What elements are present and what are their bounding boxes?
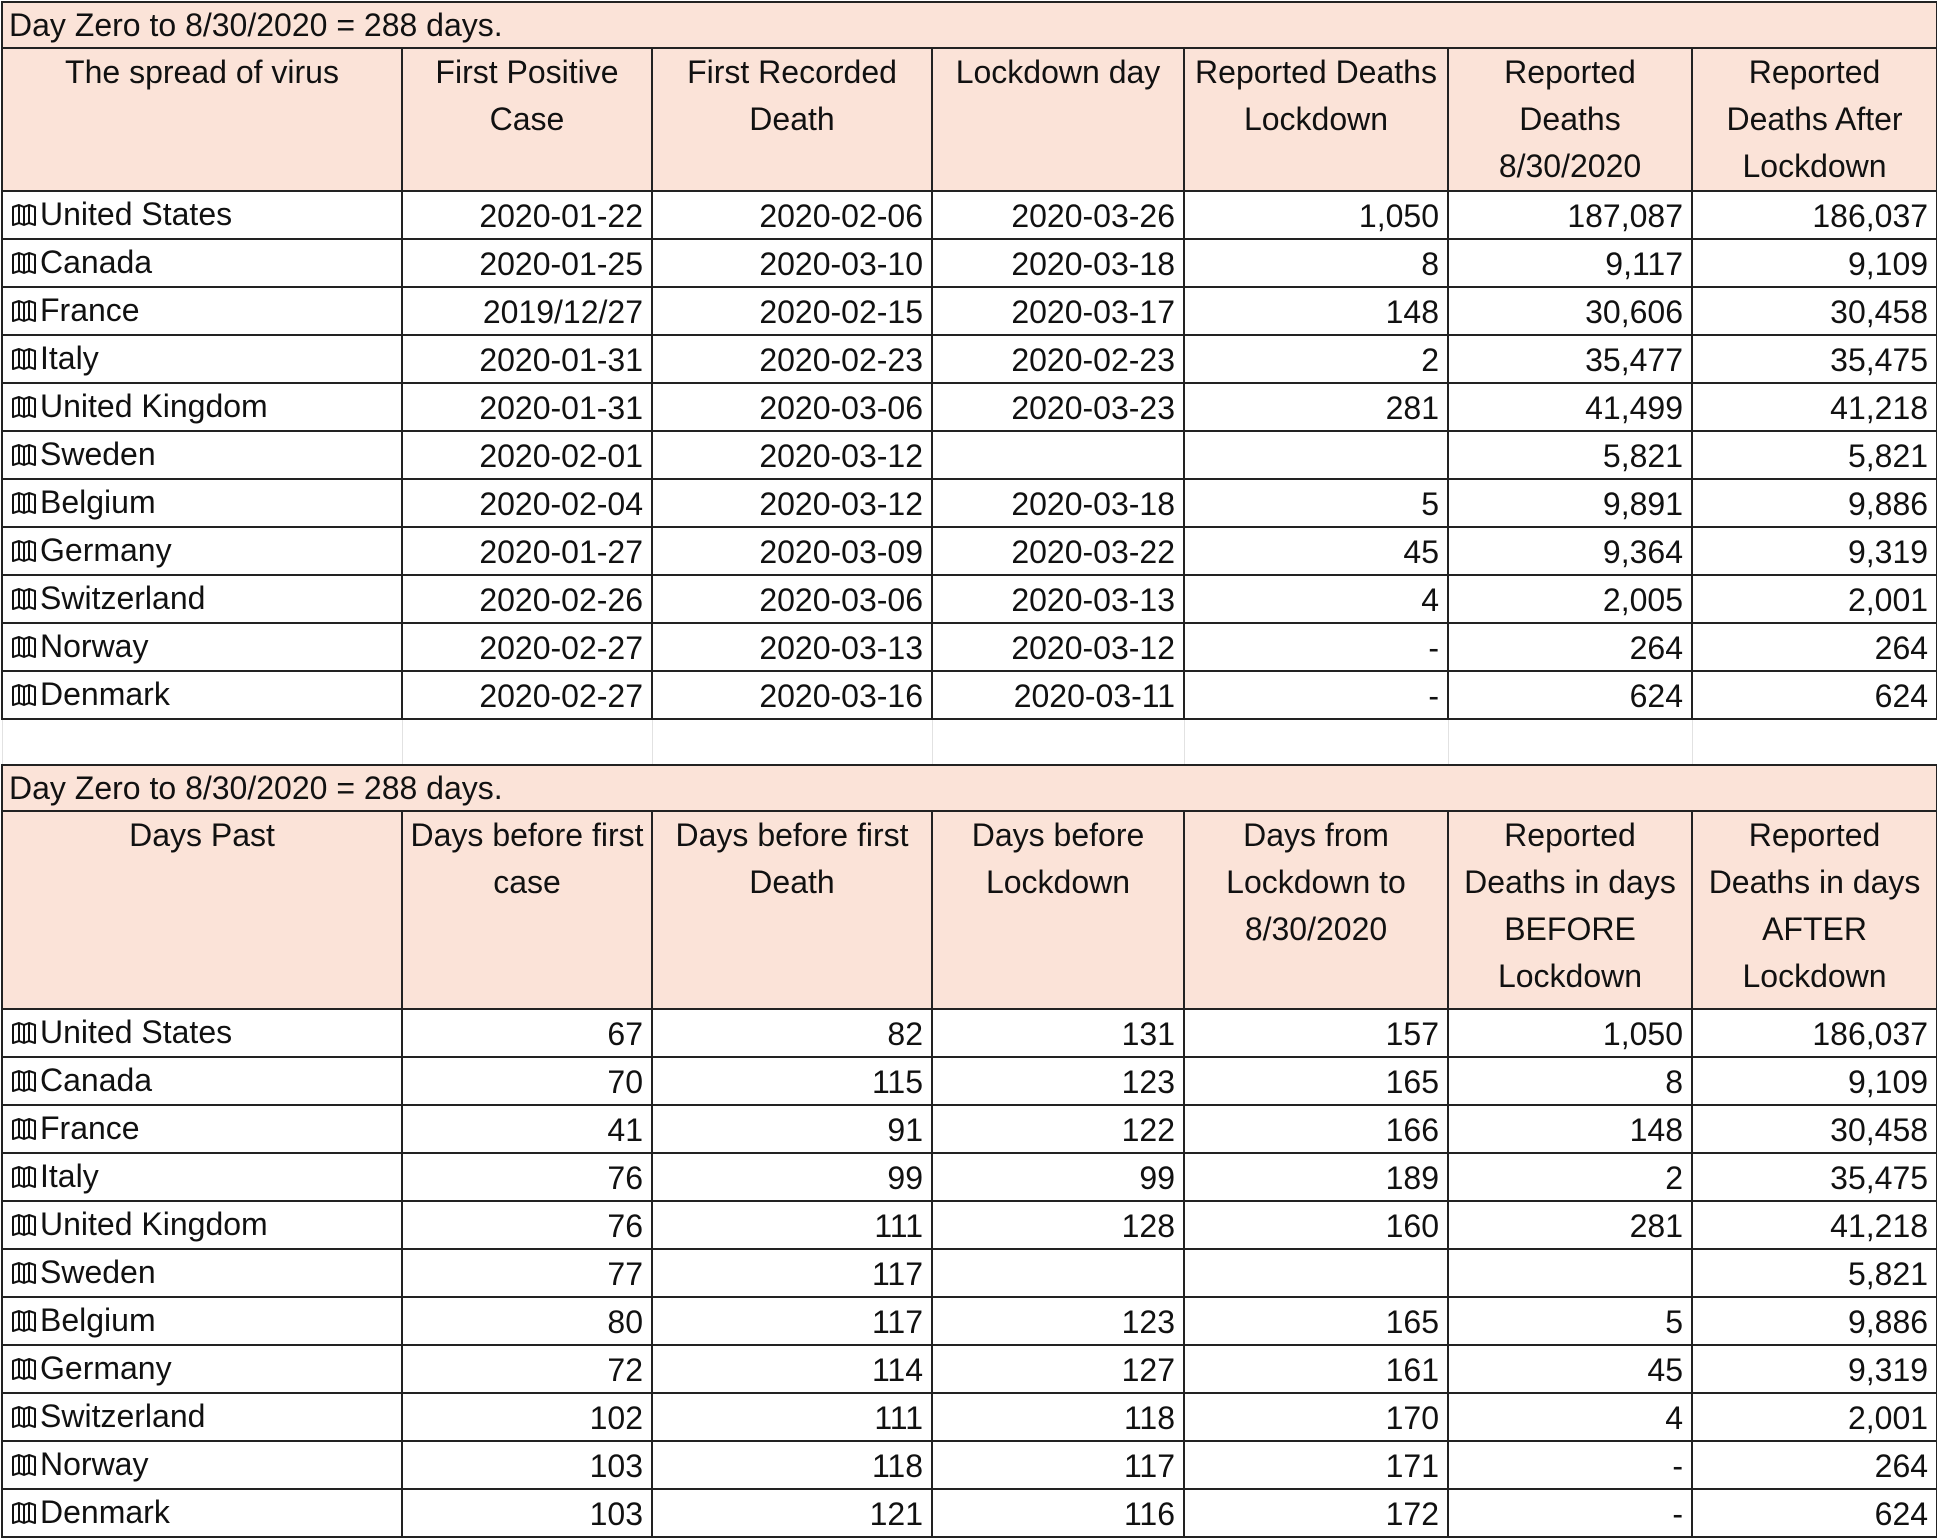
value-cell[interactable]: 99 (932, 1153, 1184, 1201)
value-cell[interactable]: 2020-03-13 (652, 623, 932, 671)
section1-table-row (2, 287, 1937, 335)
value-cell[interactable]: 118 (932, 1393, 1184, 1441)
value-cell[interactable]: 2020-03-06 (652, 575, 932, 623)
country-name: United Kingdom (40, 1206, 268, 1242)
value-cell[interactable]: 2020-02-15 (652, 287, 932, 335)
country-cell[interactable] (2, 1249, 402, 1297)
section1-table-row (2, 479, 1937, 527)
value-cell[interactable]: 2020-01-22 (402, 191, 652, 239)
value-cell[interactable]: 2020-02-04 (402, 479, 652, 527)
value-cell[interactable]: 9,319 (1692, 527, 1937, 575)
value-cell[interactable]: 2020-03-12 (652, 431, 932, 479)
country-name: Belgium (40, 484, 156, 520)
value-cell[interactable] (932, 1249, 1184, 1297)
section1-table-row (2, 191, 1937, 239)
country-cell[interactable] (2, 1105, 402, 1153)
value-cell[interactable]: 76 (402, 1153, 652, 1201)
value-cell[interactable]: 2020-03-09 (652, 527, 932, 575)
map-icon[interactable] (11, 674, 37, 718)
section1-header-cell[interactable]: Reported Deaths Lockdown (1184, 48, 1448, 191)
country-cell[interactable] (2, 575, 402, 623)
value-cell[interactable]: 2020-03-17 (932, 287, 1184, 335)
map-icon[interactable] (11, 242, 37, 286)
value-cell[interactable]: 45 (1448, 1345, 1692, 1393)
map-icon[interactable] (11, 1204, 37, 1248)
empty-cell[interactable] (402, 719, 652, 765)
country-cell[interactable] (2, 1489, 402, 1537)
value-cell[interactable]: 1,050 (1184, 191, 1448, 239)
empty-cell[interactable] (2, 719, 402, 765)
empty-cell[interactable] (652, 719, 932, 765)
value-cell[interactable]: 148 (1184, 287, 1448, 335)
section1-table-row (2, 575, 1937, 623)
value-cell[interactable]: 116 (932, 1489, 1184, 1537)
value-cell[interactable]: 2020-03-18 (932, 479, 1184, 527)
value-cell[interactable]: 35,475 (1692, 1153, 1937, 1201)
value-cell[interactable]: 72 (402, 1345, 652, 1393)
value-cell[interactable]: 2019/12/27 (402, 287, 652, 335)
value-cell[interactable]: 80 (402, 1297, 652, 1345)
value-cell[interactable]: 122 (932, 1105, 1184, 1153)
section1-table-row (2, 383, 1937, 431)
value-cell[interactable]: 117 (652, 1249, 932, 1297)
map-icon[interactable] (11, 1156, 37, 1200)
value-cell[interactable]: 2020-01-25 (402, 239, 652, 287)
map-icon[interactable] (11, 1012, 37, 1056)
value-cell[interactable]: 187,087 (1448, 191, 1692, 239)
value-cell[interactable]: 2020-03-12 (652, 479, 932, 527)
country-name: Italy (40, 1158, 99, 1194)
value-cell[interactable]: 5 (1184, 479, 1448, 527)
section1-header-cell[interactable]: First Recorded Death (652, 48, 932, 191)
map-icon[interactable] (11, 1444, 37, 1488)
value-cell[interactable]: 5,821 (1692, 431, 1937, 479)
value-cell[interactable] (1448, 1249, 1692, 1297)
value-cell[interactable]: 2020-03-18 (932, 239, 1184, 287)
empty-cell[interactable] (1184, 719, 1448, 765)
country-name: France (40, 1110, 140, 1146)
section2-table-row (2, 1201, 1937, 1249)
value-cell[interactable]: 2020-03-23 (932, 383, 1184, 431)
section2-table-row (2, 1057, 1937, 1105)
country-cell[interactable] (2, 623, 402, 671)
value-cell[interactable]: 35,477 (1448, 335, 1692, 383)
country-name: United States (40, 1014, 233, 1050)
map-icon[interactable] (11, 1348, 37, 1392)
value-cell[interactable]: 111 (652, 1201, 932, 1249)
section2-header-row (2, 811, 1937, 1009)
country-name: Denmark (40, 676, 170, 712)
map-icon[interactable] (11, 1396, 37, 1440)
value-cell[interactable]: 166 (1184, 1105, 1448, 1153)
country-name: France (40, 292, 140, 328)
value-cell[interactable]: 67 (402, 1009, 652, 1057)
value-cell[interactable]: 9,364 (1448, 527, 1692, 575)
map-icon[interactable] (11, 1060, 37, 1104)
section1-header-row (2, 48, 1937, 191)
section2-table-row (2, 1153, 1937, 1201)
value-cell[interactable]: 2020-01-27 (402, 527, 652, 575)
value-cell[interactable]: 2020-03-06 (652, 383, 932, 431)
value-cell[interactable]: 2020-03-26 (932, 191, 1184, 239)
value-cell[interactable]: 2020-03-11 (932, 671, 1184, 719)
value-cell[interactable]: 82 (652, 1009, 932, 1057)
value-cell[interactable]: 264 (1692, 1441, 1937, 1489)
value-cell[interactable]: 4 (1184, 575, 1448, 623)
country-name: Canada (40, 244, 153, 280)
value-cell[interactable]: 2 (1184, 335, 1448, 383)
country-cell[interactable] (2, 1009, 402, 1057)
map-icon[interactable] (11, 530, 37, 574)
section1-header-cell[interactable]: Reported Deaths 8/30/2020 (1448, 48, 1692, 191)
section1-table-row (2, 527, 1937, 575)
country-cell[interactable] (2, 287, 402, 335)
map-icon[interactable] (11, 338, 37, 382)
value-cell[interactable]: 41,218 (1692, 383, 1937, 431)
map-icon[interactable] (11, 1252, 37, 1296)
country-name: Norway (40, 628, 149, 664)
value-cell[interactable]: 111 (652, 1393, 932, 1441)
value-cell[interactable] (1184, 1249, 1448, 1297)
country-name: Denmark (40, 1494, 170, 1530)
value-cell[interactable]: 2020-02-23 (652, 335, 932, 383)
section1-header-cell[interactable]: First Positive Case (402, 48, 652, 191)
value-cell[interactable]: 624 (1692, 671, 1937, 719)
value-cell[interactable]: 9,886 (1692, 1297, 1937, 1345)
value-cell[interactable]: 2,005 (1448, 575, 1692, 623)
value-cell[interactable]: 9,319 (1692, 1345, 1937, 1393)
value-cell[interactable]: 5,821 (1448, 431, 1692, 479)
value-cell[interactable]: 2020-02-27 (402, 671, 652, 719)
country-name: Switzerland (40, 580, 206, 616)
section1-header-cell[interactable]: Reported Deaths After Lockdown (1692, 48, 1937, 191)
section1-header-cell[interactable]: Lockdown day (932, 48, 1184, 191)
section2-table-row (2, 1345, 1937, 1393)
value-cell[interactable] (932, 431, 1184, 479)
section1-caption-row (2, 2, 1937, 48)
value-cell[interactable]: 2,001 (1692, 1393, 1937, 1441)
map-icon[interactable] (11, 434, 37, 478)
value-cell[interactable]: 45 (1184, 527, 1448, 575)
country-cell[interactable] (2, 1201, 402, 1249)
value-cell[interactable]: 172 (1184, 1489, 1448, 1537)
value-cell[interactable]: 2020-02-06 (652, 191, 932, 239)
value-cell[interactable]: 9,891 (1448, 479, 1692, 527)
section2-header-cell[interactable]: Days from Lockdown to 8/30/2020 (1184, 811, 1448, 1009)
empty-cell[interactable] (1692, 719, 1937, 765)
section2-caption-row (2, 765, 1937, 811)
map-icon[interactable] (11, 194, 37, 238)
value-cell[interactable]: 77 (402, 1249, 652, 1297)
section1-table-row (2, 335, 1937, 383)
value-cell[interactable]: 103 (402, 1441, 652, 1489)
value-cell[interactable]: 117 (932, 1441, 1184, 1489)
country-cell[interactable] (2, 239, 402, 287)
value-cell[interactable]: 118 (652, 1441, 932, 1489)
section1-caption[interactable]: Day Zero to 8/30/2020 = 288 days. (2, 2, 1937, 48)
value-cell[interactable]: 70 (402, 1057, 652, 1105)
section2-header-cell[interactable]: Reported Deaths in days BEFORE Lockdown (1448, 811, 1692, 1009)
value-cell[interactable]: 189 (1184, 1153, 1448, 1201)
map-icon[interactable] (11, 1300, 37, 1344)
value-cell[interactable]: 99 (652, 1153, 932, 1201)
value-cell[interactable]: 2020-01-31 (402, 335, 652, 383)
section2-header-cell[interactable]: Days Past (2, 811, 402, 1009)
value-cell[interactable]: 5 (1448, 1297, 1692, 1345)
value-cell[interactable]: 157 (1184, 1009, 1448, 1057)
value-cell[interactable]: 2 (1448, 1153, 1692, 1201)
map-icon[interactable] (11, 578, 37, 622)
section2-table-row (2, 1105, 1937, 1153)
value-cell[interactable]: 186,037 (1692, 191, 1937, 239)
section2-table-row (2, 1441, 1937, 1489)
map-icon[interactable] (11, 1492, 37, 1536)
value-cell[interactable]: 281 (1448, 1201, 1692, 1249)
country-cell[interactable] (2, 335, 402, 383)
value-cell[interactable]: 30,458 (1692, 287, 1937, 335)
value-cell[interactable]: 41,218 (1692, 1201, 1937, 1249)
section2-caption[interactable]: Day Zero to 8/30/2020 = 288 days. (2, 765, 1937, 811)
value-cell[interactable]: 161 (1184, 1345, 1448, 1393)
value-cell[interactable]: 127 (932, 1345, 1184, 1393)
value-cell[interactable]: 1,050 (1448, 1009, 1692, 1057)
value-cell[interactable]: 9,109 (1692, 1057, 1937, 1105)
value-cell[interactable]: 115 (652, 1057, 932, 1105)
country-name: United Kingdom (40, 388, 268, 424)
value-cell[interactable]: 30,606 (1448, 287, 1692, 335)
country-name: Sweden (40, 436, 156, 472)
map-icon[interactable] (11, 1108, 37, 1152)
value-cell[interactable]: 30,458 (1692, 1105, 1937, 1153)
country-name: Belgium (40, 1302, 156, 1338)
value-cell[interactable]: 9,109 (1692, 239, 1937, 287)
country-cell[interactable] (2, 1153, 402, 1201)
value-cell[interactable]: 9,886 (1692, 479, 1937, 527)
section2-table-row (2, 1393, 1937, 1441)
empty-cell[interactable] (932, 719, 1184, 765)
value-cell[interactable]: 121 (652, 1489, 932, 1537)
value-cell[interactable]: 123 (932, 1057, 1184, 1105)
country-cell[interactable] (2, 1393, 402, 1441)
country-name: Switzerland (40, 1398, 206, 1434)
value-cell[interactable]: - (1184, 623, 1448, 671)
value-cell[interactable]: 148 (1448, 1105, 1692, 1153)
value-cell[interactable]: 165 (1184, 1057, 1448, 1105)
value-cell[interactable]: 2020-03-16 (652, 671, 932, 719)
country-cell[interactable] (2, 1297, 402, 1345)
country-cell[interactable] (2, 1057, 402, 1105)
section2-table-row (2, 1489, 1937, 1537)
value-cell[interactable]: 8 (1184, 239, 1448, 287)
value-cell[interactable]: 281 (1184, 383, 1448, 431)
value-cell[interactable]: 2,001 (1692, 575, 1937, 623)
value-cell[interactable]: 170 (1184, 1393, 1448, 1441)
section1-table-row (2, 431, 1937, 479)
country-cell[interactable] (2, 527, 402, 575)
value-cell[interactable]: 9,117 (1448, 239, 1692, 287)
value-cell[interactable]: 160 (1184, 1201, 1448, 1249)
section1-table-row (2, 671, 1937, 719)
section2-header-cell[interactable]: Days before first Death (652, 811, 932, 1009)
country-cell[interactable] (2, 431, 402, 479)
country-cell[interactable] (2, 671, 402, 719)
country-cell[interactable] (2, 383, 402, 431)
value-cell[interactable]: 2020-02-01 (402, 431, 652, 479)
country-name: Germany (40, 1350, 172, 1386)
section1-header-cell[interactable]: The spread of virus (2, 48, 402, 191)
value-cell[interactable]: 114 (652, 1345, 932, 1393)
section1-table-row (2, 239, 1937, 287)
value-cell[interactable]: 186,037 (1692, 1009, 1937, 1057)
value-cell[interactable]: - (1448, 1489, 1692, 1537)
map-icon[interactable] (11, 386, 37, 430)
value-cell[interactable]: 2020-03-10 (652, 239, 932, 287)
value-cell[interactable]: 2020-01-31 (402, 383, 652, 431)
country-cell[interactable] (2, 191, 402, 239)
country-name: Germany (40, 532, 172, 568)
section2-header-cell[interactable]: Reported Deaths in days AFTER Lockdown (1692, 811, 1937, 1009)
value-cell[interactable]: 123 (932, 1297, 1184, 1345)
value-cell[interactable]: 2020-02-27 (402, 623, 652, 671)
value-cell[interactable]: - (1184, 671, 1448, 719)
section2-table-row (2, 1297, 1937, 1345)
value-cell[interactable] (1184, 431, 1448, 479)
empty-cell[interactable] (1448, 719, 1692, 765)
value-cell[interactable]: 91 (652, 1105, 932, 1153)
country-name: Italy (40, 340, 99, 376)
value-cell[interactable]: 2020-03-12 (932, 623, 1184, 671)
value-cell[interactable]: 35,475 (1692, 335, 1937, 383)
section1-table-row (2, 623, 1937, 671)
country-name: United States (40, 196, 233, 232)
country-name: Sweden (40, 1254, 156, 1290)
value-cell[interactable]: 41 (402, 1105, 652, 1153)
value-cell[interactable]: 4 (1448, 1393, 1692, 1441)
value-cell[interactable]: 2020-02-26 (402, 575, 652, 623)
value-cell[interactable]: 2020-02-23 (932, 335, 1184, 383)
value-cell[interactable]: - (1448, 1441, 1692, 1489)
value-cell[interactable]: 103 (402, 1489, 652, 1537)
section2-table-row (2, 1249, 1937, 1297)
section2-header-cell[interactable]: Days before first case (402, 811, 652, 1009)
value-cell[interactable]: 165 (1184, 1297, 1448, 1345)
value-cell[interactable]: 117 (652, 1297, 932, 1345)
value-cell[interactable]: 2020-03-13 (932, 575, 1184, 623)
country-cell[interactable] (2, 1441, 402, 1489)
map-icon[interactable] (11, 482, 37, 526)
value-cell[interactable]: 76 (402, 1201, 652, 1249)
map-icon[interactable] (11, 626, 37, 670)
value-cell[interactable]: 128 (932, 1201, 1184, 1249)
value-cell[interactable]: 8 (1448, 1057, 1692, 1105)
value-cell[interactable]: 41,499 (1448, 383, 1692, 431)
section2-table-row (2, 1009, 1937, 1057)
value-cell[interactable]: 5,821 (1692, 1249, 1937, 1297)
country-name: Norway (40, 1446, 149, 1482)
value-cell[interactable]: 2020-03-22 (932, 527, 1184, 575)
spreadsheet (1, 1, 1937, 1538)
country-cell[interactable] (2, 479, 402, 527)
value-cell[interactable]: 131 (932, 1009, 1184, 1057)
country-cell[interactable] (2, 1345, 402, 1393)
blank-row (2, 719, 1937, 765)
value-cell[interactable]: 264 (1448, 623, 1692, 671)
map-icon[interactable] (11, 290, 37, 334)
value-cell[interactable]: 264 (1692, 623, 1937, 671)
value-cell[interactable]: 102 (402, 1393, 652, 1441)
value-cell[interactable]: 171 (1184, 1441, 1448, 1489)
value-cell[interactable]: 624 (1448, 671, 1692, 719)
section2-header-cell[interactable]: Days before Lockdown (932, 811, 1184, 1009)
country-name: Canada (40, 1062, 153, 1098)
value-cell[interactable]: 624 (1692, 1489, 1937, 1537)
